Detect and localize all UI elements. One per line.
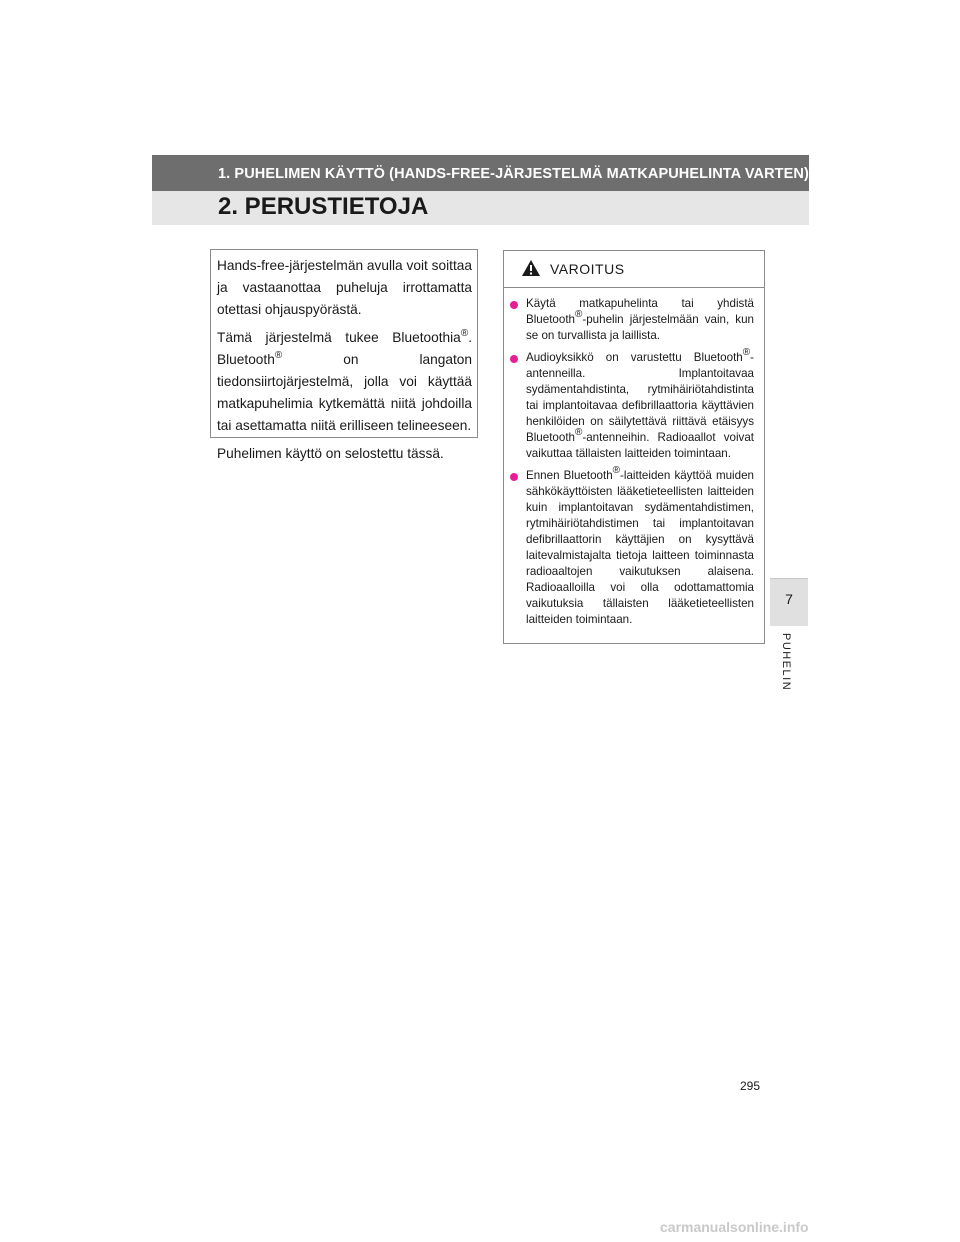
intro-text: Tämä järjestelmä tukee Bluetoothia — [217, 330, 461, 345]
warning-text-part: Audioyksikkö on varustettu Bluetooth — [526, 351, 743, 364]
warning-text-part: -antenneihin. Radioaallot voivat vaikuttaa tällaisten laitteiden toimintaan. — [526, 431, 754, 460]
registered-mark: ® — [274, 350, 283, 361]
intro-text: . Bluetooth — [217, 330, 472, 367]
warning-header — [504, 251, 764, 288]
warning-triangle-icon — [521, 259, 541, 282]
page-number: 295 — [740, 1079, 761, 1093]
warning-text — [526, 465, 754, 628]
registered-mark: ® — [742, 347, 751, 358]
section-title: 2. PERUSTIETOJA — [218, 193, 429, 220]
bullet-icon — [510, 301, 518, 309]
bullet-icon — [510, 473, 518, 481]
warning-text-part: -laitteiden käyttöä muiden sähkökäyttöisten lääketieteellisten laitteiden kuin implantoitavan sydämentahdistimen, rytmihäiriötahdistimen tai implantoitavan defibrillaattorin käyttäjien on kysyttävä laitevalmistajalta tietoja laitteen toiminnasta radioaaltojen vaikutuksen alaisena. Radioaalloilla voi olla odottamattomia vaikutuksia tällaisten lääketieteellisten laitteiden toimintaan. — [526, 469, 754, 626]
intro-paragraph-1: Hands-free-järjestelmän avulla voit soittaa ja vastaanottaa puheluja irrottamatta otettasi ohjauspyörästä. — [217, 258, 472, 317]
bullet-icon — [510, 355, 518, 363]
intro-paragraph-2 — [217, 327, 472, 437]
chapter-tab-divider — [770, 578, 808, 579]
intro-box — [210, 249, 478, 461]
warning-title: VAROITUS — [550, 261, 625, 277]
list-item — [510, 296, 754, 344]
list-item — [510, 465, 754, 628]
registered-mark: ® — [460, 328, 469, 339]
warning-text — [526, 296, 754, 344]
warning-text-part: Käytä matkapuhelinta tai yhdistä Bluetooth — [526, 297, 754, 326]
chapter-header-title: 1. PUHELIMEN KÄYTTÖ (HANDS-FREE-JÄRJESTELMÄ MATKAPUHELINTA VARTEN) — [218, 166, 809, 182]
warning-text-part: Ennen Bluetooth — [526, 469, 613, 482]
warning-text — [526, 347, 754, 462]
registered-mark: ® — [612, 465, 621, 476]
warning-text-part: -antenneilla. Implantoitavaa sydämentahdistinta, rytmihäiriötahdistinta tai implantoitavaa defibrillaattoria käyttävien henkilöiden on säilytettävä riittävä etäisyys Bluetooth — [526, 351, 754, 444]
registered-mark: ® — [575, 309, 583, 320]
warning-text-part: -puhelin järjestelmään vain, kun se on turvallista ja laillista. — [526, 313, 754, 342]
warning-body — [504, 288, 764, 628]
chapter-number: 7 — [785, 591, 793, 607]
watermark: carmanualsonline.info — [660, 1219, 809, 1235]
intro-paragraph-3: Puhelimen käyttö on selostettu tässä. — [217, 446, 444, 461]
chapter-label: PUHELIN — [780, 633, 792, 692]
warning-box — [503, 250, 765, 644]
intro-text: on langaton tiedonsiirtojärjestelmä, jolla voi käyttää matkapuhelimia kytkemättä niitä johdoilla tai asettamatta niitä erilliseen telineeseen. — [217, 352, 472, 433]
list-item — [510, 347, 754, 462]
registered-mark: ® — [575, 427, 583, 438]
